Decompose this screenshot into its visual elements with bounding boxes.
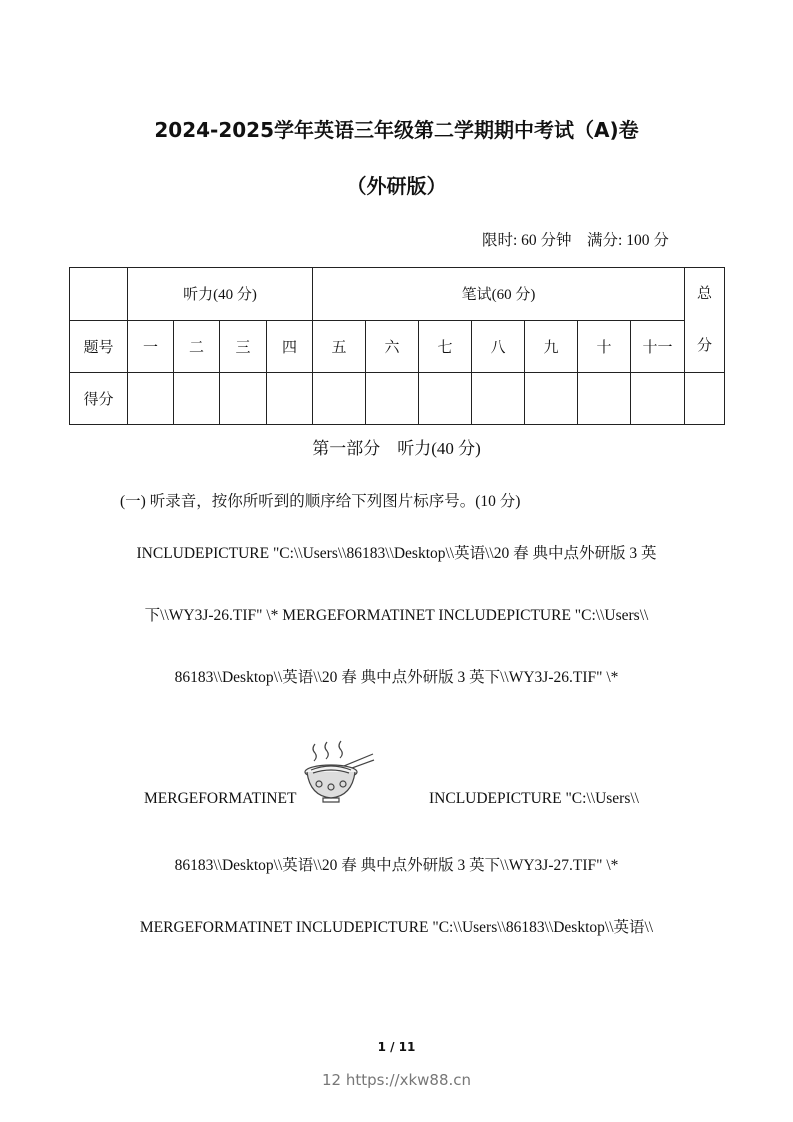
row-label: 题号 xyxy=(70,320,128,373)
blank-cell xyxy=(70,268,128,321)
listening-header: 听力(40 分) xyxy=(128,268,313,321)
score-cell[interactable] xyxy=(267,373,313,425)
col-header: 八 xyxy=(472,320,525,373)
watermark-url: 12 https://xkw88.cn xyxy=(321,1071,472,1089)
col-header: 六 xyxy=(366,320,419,373)
score-cell[interactable] xyxy=(128,373,174,425)
total-header: 总 分 xyxy=(685,268,725,373)
col-header: 七 xyxy=(419,320,472,373)
score-cell[interactable] xyxy=(578,373,631,425)
col-header: 四 xyxy=(267,320,313,373)
score-table xyxy=(69,267,725,425)
score-label: 得分 xyxy=(70,373,128,425)
score-cell[interactable] xyxy=(366,373,419,425)
field-code-line: MERGEFORMATINET xyxy=(144,790,297,807)
section-title: 第一部分 听力(40 分) xyxy=(312,439,481,458)
col-header: 一 xyxy=(128,320,174,373)
score-cell[interactable] xyxy=(472,373,525,425)
score-cell[interactable] xyxy=(525,373,578,425)
question-1: (一) 听录音，按你所听到的顺序给下列图片标序号。(10 分) xyxy=(120,493,521,510)
doc-title: 2024-2025学年英语三年级第二学期期中考试（A)卷 xyxy=(154,118,639,142)
col-header: 十 xyxy=(578,320,631,373)
field-code-line: 86183\\Desktop\\英语\\20 春 典中点外研版 3 英下\\WY3J-26.TIF" \* xyxy=(174,669,619,686)
doc-subtitle: （外研版） xyxy=(346,174,447,198)
field-code-line: 86183\\Desktop\\英语\\20 春 典中点外研版 3 英下\\WY3J-27.TIF" \* xyxy=(174,857,619,874)
score-cell[interactable] xyxy=(313,373,366,425)
col-header: 十一 xyxy=(631,320,685,373)
col-header: 三 xyxy=(220,320,267,373)
writing-header: 笔试(60 分) xyxy=(313,268,685,321)
field-code-line: MERGEFORMATINET INCLUDEPICTURE "C:\\Users\\86183\\Desktop\\英语\\ xyxy=(139,919,654,936)
score-cell[interactable] xyxy=(685,373,725,425)
score-cell[interactable] xyxy=(174,373,220,425)
score-cell[interactable] xyxy=(220,373,267,425)
noodle-bowl-image xyxy=(301,740,376,806)
field-code-line: 下\\WY3J-26.TIF" \* MERGEFORMATINET INCLUDEPICTURE "C:\\Users\\ xyxy=(144,607,649,624)
page-number: 1 / 11 xyxy=(377,1040,416,1054)
score-cell[interactable] xyxy=(419,373,472,425)
field-code-line: INCLUDEPICTURE "C:\\Users\\86183\\Desktop\\英语\\20 春 典中点外研版 3 英 xyxy=(136,545,657,562)
col-header: 二 xyxy=(174,320,220,373)
field-code-line: INCLUDEPICTURE "C:\\Users\\ xyxy=(429,790,639,807)
time-info: 限时: 60 分钟 满分: 100 分 xyxy=(482,232,669,249)
col-header: 九 xyxy=(525,320,578,373)
col-header: 五 xyxy=(313,320,366,373)
score-cell[interactable] xyxy=(631,373,685,425)
